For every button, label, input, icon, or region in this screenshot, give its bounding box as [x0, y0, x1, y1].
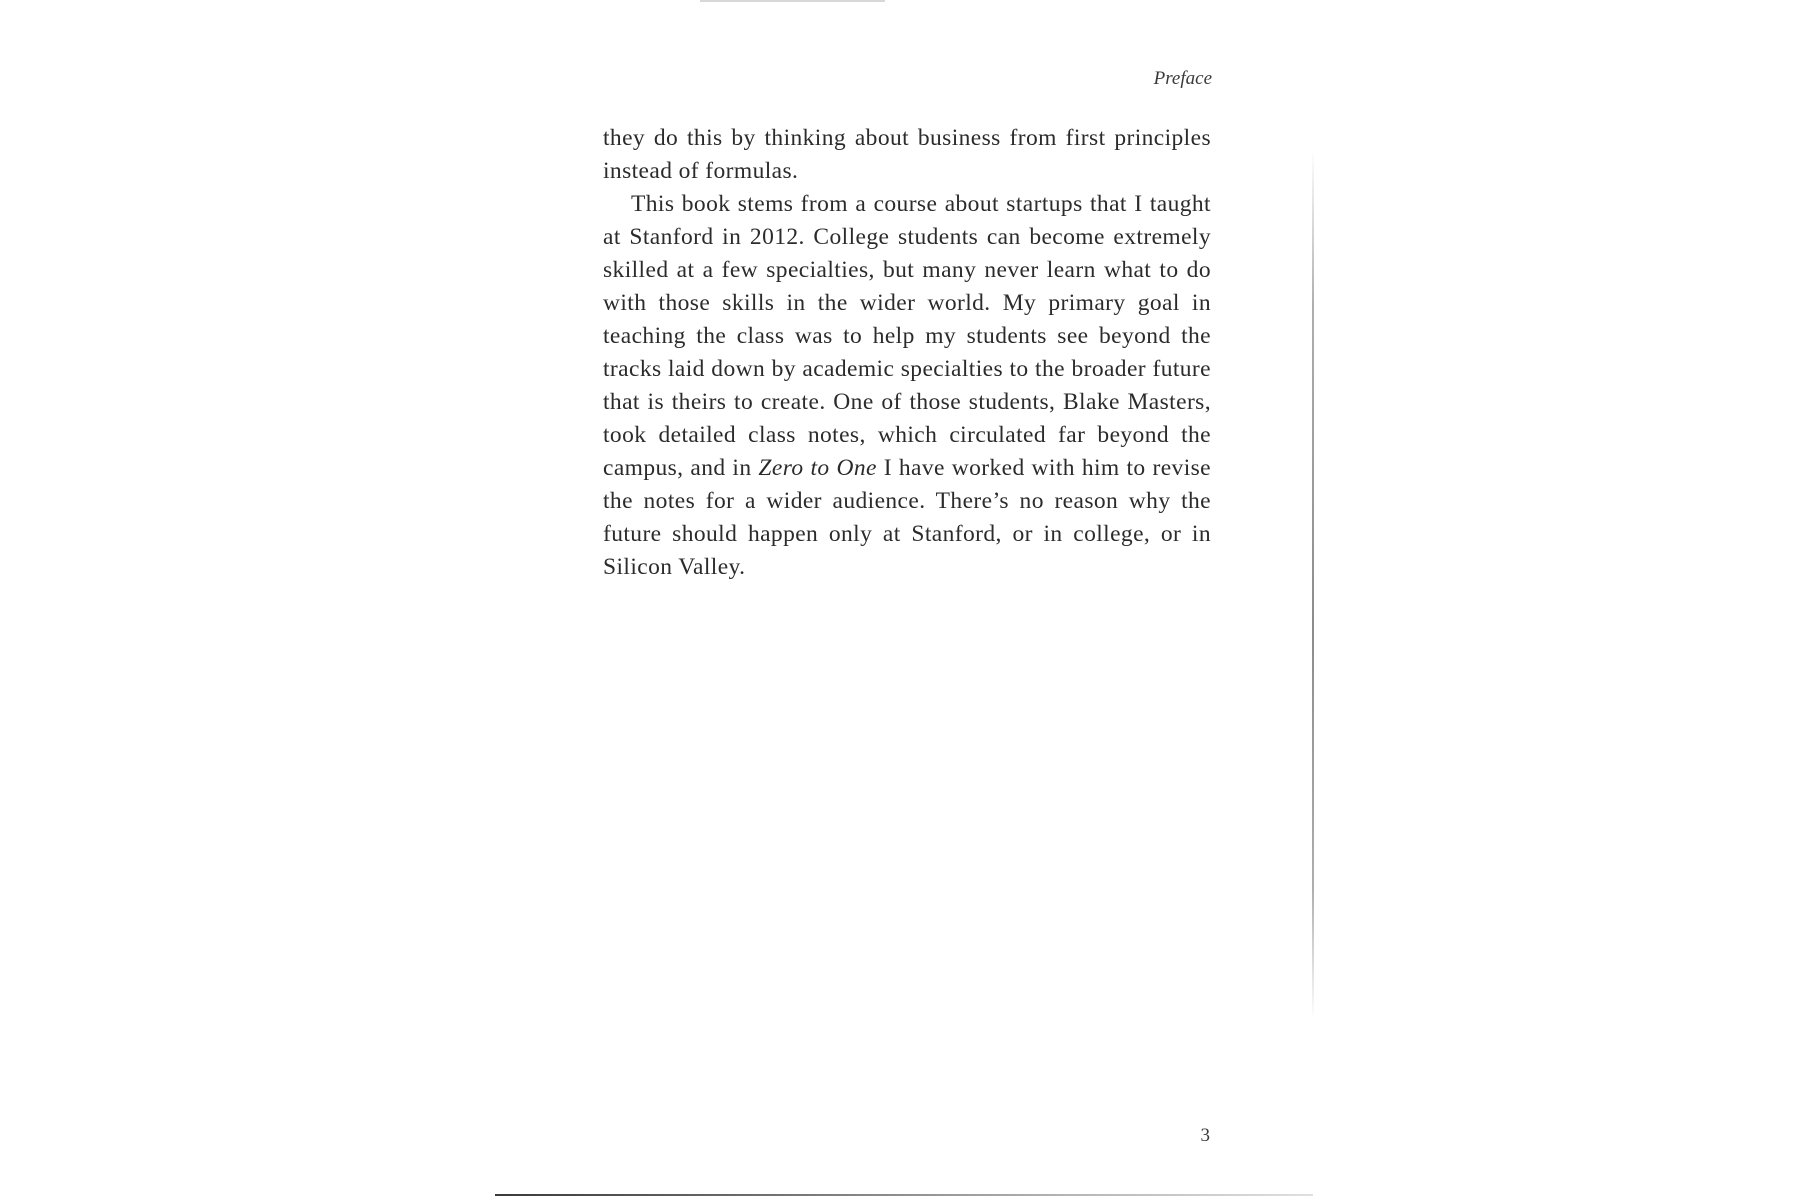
page-edge-bottom — [495, 1194, 1313, 1196]
running-head: Preface — [1153, 68, 1212, 89]
paragraph-continued: they do this by thinking about business from first principles instead of formulas. — [603, 125, 1211, 184]
paragraph — [603, 188, 1211, 584]
body-text — [603, 122, 1211, 584]
page-number: 3 — [1200, 1125, 1210, 1146]
page-edge-top — [700, 0, 885, 2]
paragraph-text: I have worked with him to revise the notes for a wider audience. There’s no reason why the future should happen only at Stanford, or in college, or in Silicon Valley. — [603, 455, 1212, 580]
book-title: Zero to One — [758, 455, 877, 481]
page-edge-right — [1312, 150, 1314, 1020]
paragraph-text: This book stems from a course about startups that I taught at Stanford in 2012. College students can become extremely skilled at a few specialties, but many never learn what to do with those skills in the wider world. My primary goal in teaching the class was to help my students see beyond the tracks laid down by academic specialties to the broader future that is theirs to create. One of those students, Blake Masters, took detailed class notes, which circulated far beyond the campus, and in — [603, 191, 1211, 481]
